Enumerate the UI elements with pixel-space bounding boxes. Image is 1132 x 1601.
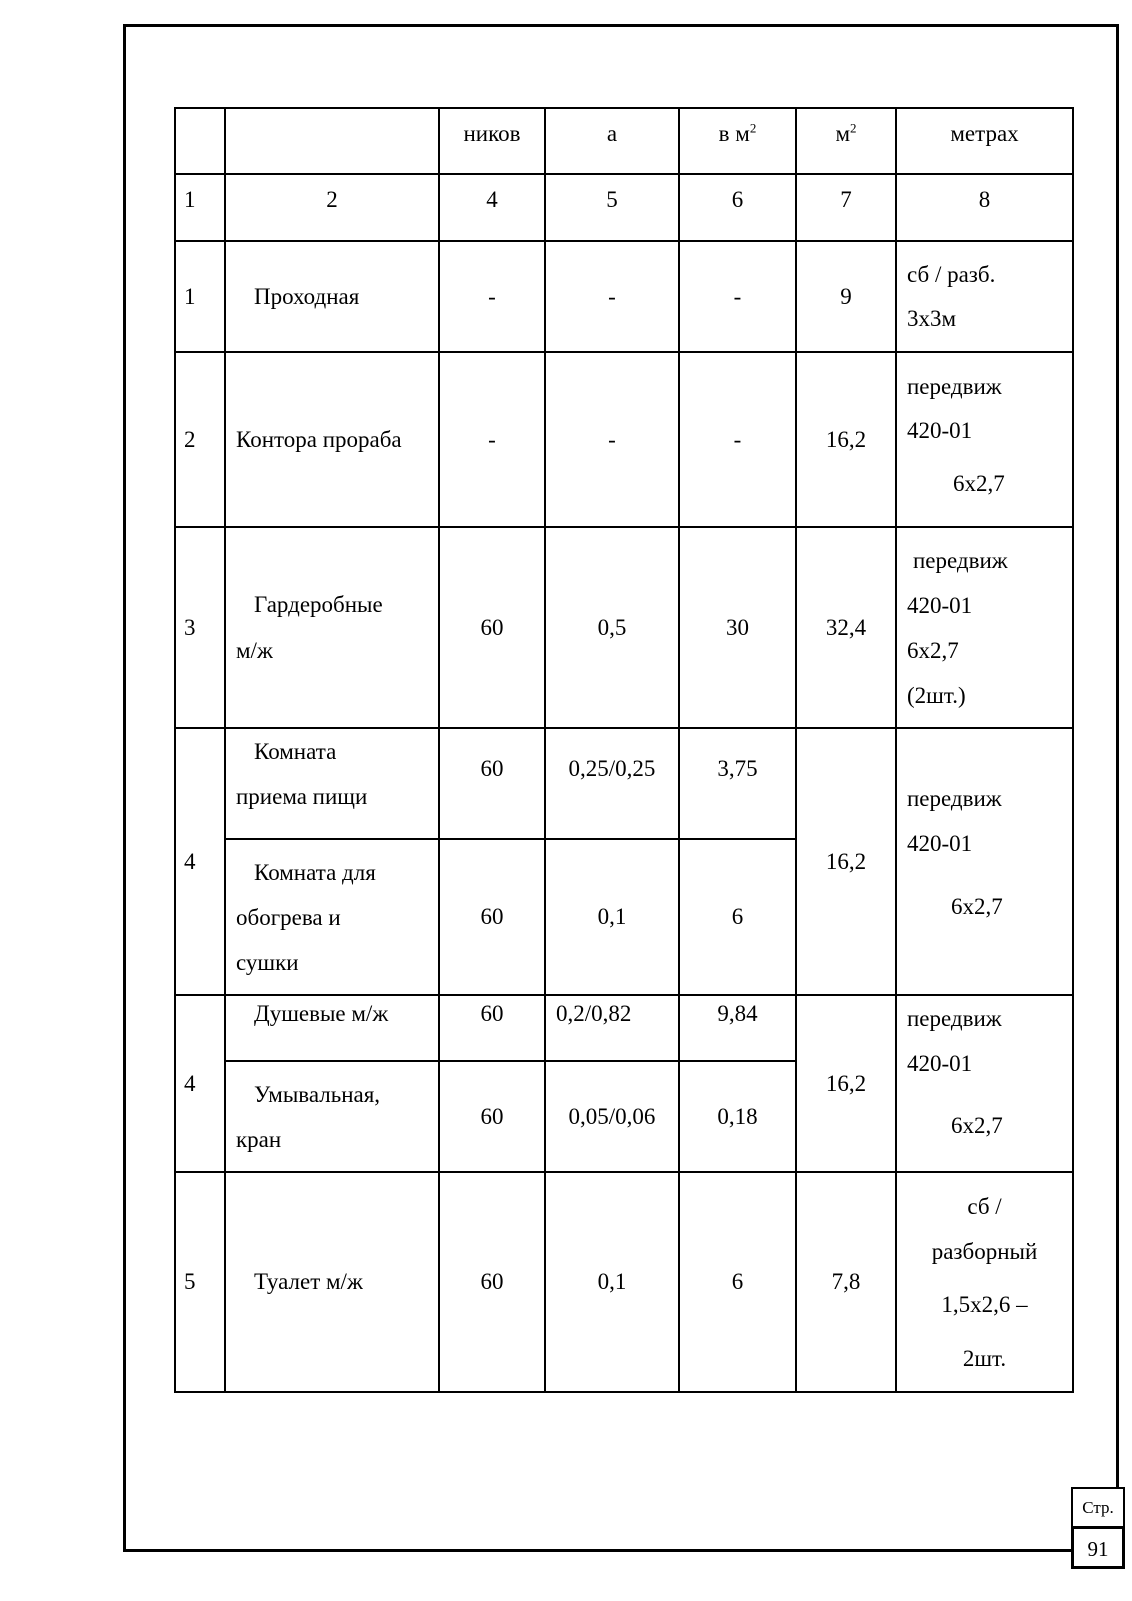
cell-actual-area: 32,4	[796, 527, 896, 728]
note-line: 420-01	[907, 417, 973, 443]
cell-norm: 0,1	[545, 839, 679, 995]
cell-note	[896, 1172, 1073, 1392]
cell-required-area: 30	[679, 527, 796, 728]
cell-norm: 0,05/0,06	[545, 1061, 679, 1172]
note-line: 2шт.	[962, 1345, 1007, 1371]
facility-name-line: м/ж	[236, 637, 273, 663]
cell-norm: 0,1	[545, 1172, 679, 1392]
cell-actual-area: 16,2	[796, 728, 896, 995]
cell-note	[896, 241, 1073, 352]
note-line: 6х2,7	[951, 893, 1003, 919]
header-row	[175, 108, 1073, 174]
note-line: 6х2,7	[951, 1113, 1003, 1138]
facility-name	[225, 1172, 439, 1392]
facility-name-line	[236, 582, 432, 628]
cell-note	[896, 995, 1073, 1172]
cell-workers: 60	[439, 1172, 545, 1392]
table-row	[175, 241, 1073, 352]
index-cell: 6	[679, 174, 796, 241]
note-line: 420-01	[907, 1051, 973, 1076]
cell-norm: 0,5	[545, 527, 679, 728]
superscript: 2	[850, 120, 857, 136]
header-cell	[796, 108, 896, 174]
facility-name	[225, 728, 439, 839]
cell-note	[896, 728, 1073, 995]
header-cell: метрах	[896, 108, 1073, 174]
row-number: 4	[175, 728, 225, 995]
facility-name-line	[236, 850, 432, 895]
header-cell	[679, 108, 796, 174]
cell-workers: 60	[439, 527, 545, 728]
cell-actual-area: 9	[796, 241, 896, 352]
table-row	[175, 1172, 1073, 1392]
note-line: 6х2,7	[907, 637, 959, 663]
cell-norm: 0,25/0,25	[545, 728, 679, 839]
header-cell	[225, 108, 439, 174]
cell-actual-area: 16,2	[796, 352, 896, 527]
note-line: 3х3м	[907, 305, 957, 331]
row-number: 1	[175, 241, 225, 352]
facility-name-text: Комната	[254, 739, 337, 764]
note-line: передвиж	[907, 785, 1002, 811]
table-row	[175, 527, 1073, 728]
facilities-table	[174, 107, 1074, 1393]
cell-actual-area: 7,8	[796, 1172, 896, 1392]
facility-name-line: приема пищи	[236, 784, 368, 809]
cell-required-area: 9,84	[679, 995, 796, 1061]
facility-name-line: сушки	[236, 949, 299, 975]
facility-name-line	[236, 729, 432, 774]
facility-name-text: Душевые м/ж	[254, 1001, 389, 1026]
facility-name-text: Комната для	[254, 859, 376, 885]
index-cell: 1	[175, 174, 225, 241]
row-number: 4	[175, 995, 225, 1172]
row-number: 2	[175, 352, 225, 527]
facility-name-text: Проходная	[254, 283, 360, 309]
cell-required-area: 6	[679, 1172, 796, 1392]
row-number: 3	[175, 527, 225, 728]
cell-required-area: 0,18	[679, 1061, 796, 1172]
page-stamp-label: Стр.	[1071, 1487, 1125, 1528]
facility-name	[225, 1061, 439, 1172]
note-line: (2шт.)	[907, 682, 966, 708]
cell-required-area: -	[679, 352, 796, 527]
cell-workers: -	[439, 352, 545, 527]
facility-name	[225, 995, 439, 1061]
cell-norm: 0,2/0,82	[545, 995, 679, 1061]
index-cell: 7	[796, 174, 896, 241]
index-cell: 8	[896, 174, 1073, 241]
note-line: сб /	[967, 1193, 1002, 1219]
note-line: 1,5х2,6 –	[941, 1291, 1028, 1317]
table-row	[175, 728, 1073, 839]
header-cell: ников	[439, 108, 545, 174]
facility-name	[225, 839, 439, 995]
note-line: 420-01	[907, 830, 973, 856]
header-text: в м	[718, 121, 750, 146]
facility-name-line: обогрева и	[236, 904, 341, 930]
cell-required-area: 6	[679, 839, 796, 995]
page-number: 91	[1071, 1526, 1125, 1569]
cell-workers: -	[439, 241, 545, 352]
index-row	[175, 174, 1073, 241]
index-cell: 4	[439, 174, 545, 241]
note-line: передвиж	[907, 373, 1002, 399]
header-cell	[175, 108, 225, 174]
facility-name-text: Туалет м/ж	[254, 1269, 363, 1294]
cell-required-area: 3,75	[679, 728, 796, 839]
cell-note	[896, 352, 1073, 527]
note-line: передвиж	[907, 1006, 1002, 1031]
index-cell: 2	[225, 174, 439, 241]
note-line: 6х2,7	[953, 470, 1005, 496]
index-cell: 5	[545, 174, 679, 241]
cell-note	[896, 527, 1073, 728]
header-text: м	[835, 121, 851, 146]
cell-actual-area: 16,2	[796, 995, 896, 1172]
cell-workers: 60	[439, 995, 545, 1061]
note-line: 420-01	[907, 592, 973, 618]
facility-name	[225, 241, 439, 352]
row-number: 5	[175, 1172, 225, 1392]
cell-norm: -	[545, 241, 679, 352]
superscript: 2	[749, 120, 757, 136]
header-cell: а	[545, 108, 679, 174]
facility-name	[225, 527, 439, 728]
cell-workers: 60	[439, 839, 545, 995]
cell-required-area: -	[679, 241, 796, 352]
cell-workers: 60	[439, 728, 545, 839]
facility-name-text: Гардеробные	[254, 591, 383, 617]
note-line: передвиж	[913, 547, 1008, 573]
table-row	[175, 995, 1073, 1061]
facility-name-line	[236, 1072, 432, 1117]
facility-name-text: Умывальная,	[254, 1081, 381, 1107]
facility-name-line: кран	[236, 1126, 282, 1152]
cell-norm: -	[545, 352, 679, 527]
note-line: разборный	[931, 1238, 1038, 1264]
facility-name: Контора прораба	[225, 352, 439, 527]
cell-workers: 60	[439, 1061, 545, 1172]
note-line: сб / разб.	[907, 261, 996, 287]
table-row	[175, 352, 1073, 527]
